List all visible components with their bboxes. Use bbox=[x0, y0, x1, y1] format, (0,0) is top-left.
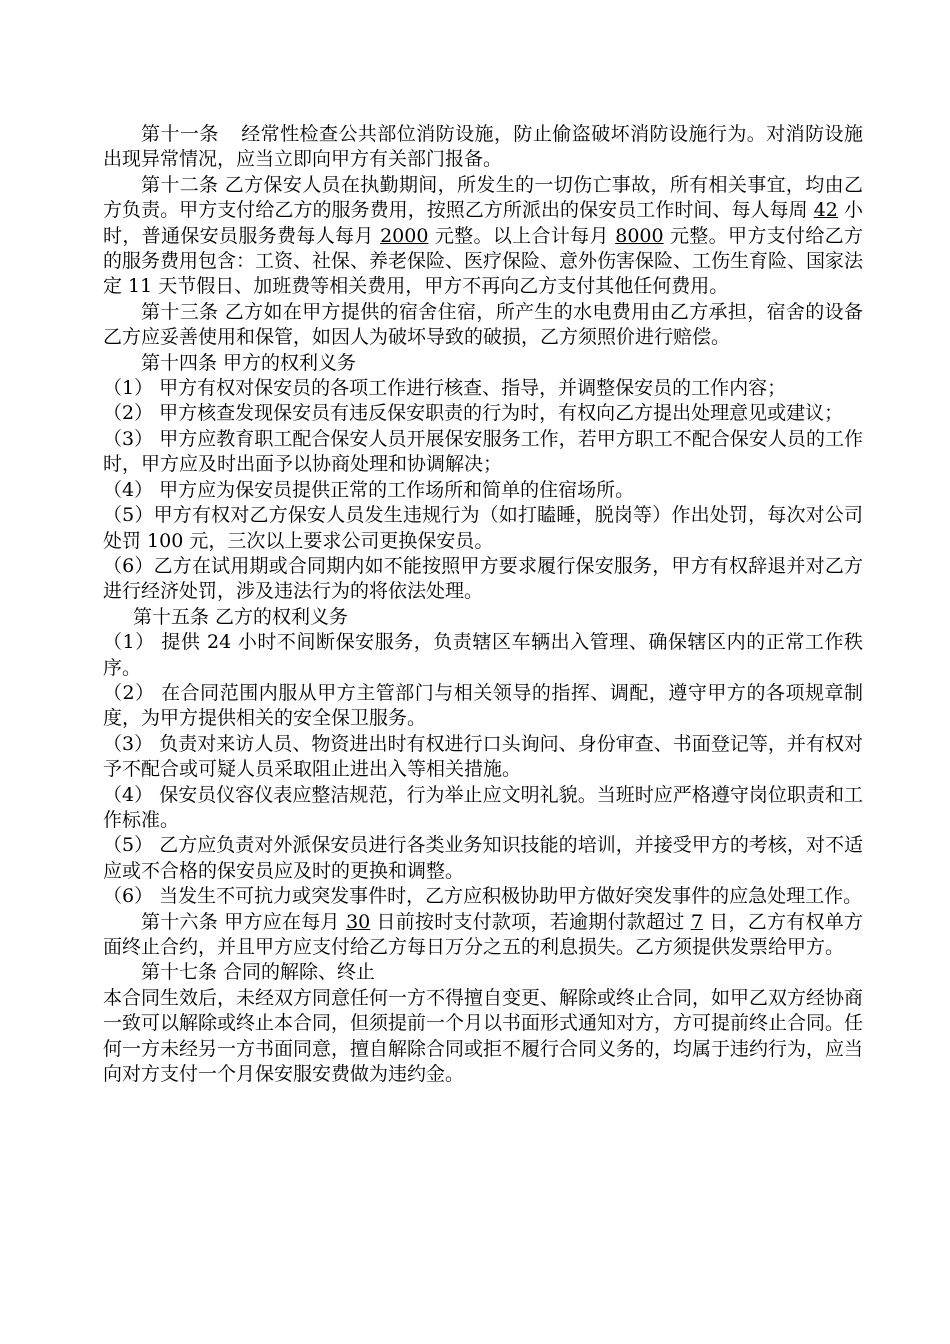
article-14-item: （1） 甲方有权对保安员的各项工作进行核查、指导，并调整保安员的工作内容； bbox=[103, 377, 787, 400]
article-16 bbox=[103, 910, 863, 961]
payment-day-value: 30 bbox=[346, 910, 371, 933]
overdue-days-value: 7 bbox=[690, 910, 703, 933]
article-15-item: （2） 在合同范围内服从甲方主管部门与相关领导的指挥、调配，遵守甲方的各项规章制度，为甲方提供相关的安全保卫服务。 bbox=[103, 681, 863, 730]
article-15-item: （6） 当发生不可抗力或突发事件时，乙方应积极协助甲方做好突发事件的应急处理工作。 bbox=[103, 885, 863, 908]
weekly-hours-value: 42 bbox=[813, 199, 838, 222]
article-12-heading: 第十二条 bbox=[141, 173, 219, 196]
article-17-text: 本合同生效后，未经双方同意任何一方不得擅自变更、解除或终止合同，如甲乙双方经协商一致可以解除或终止本合同，但须提前一个月以书面形式通知对方，方可提前终止合同。任何一方未经另一方书面同意，擅自解除合同或拒不履行合同义务的，均属于违约行为，应当向对方支付一个月保安服安费做为违约金。 bbox=[103, 986, 864, 1086]
article-11 bbox=[103, 122, 863, 173]
article-14-item: （5）甲方有权对乙方保安人员发生违规行为（如打瞌睡，脱岗等）作出处罚，每次对公司处罚 100 元，三次以上要求公司更换保安员。 bbox=[103, 504, 863, 552]
article-15-item: （4） 保安员仪容仪表应整洁规范，行为举止应文明礼貌。当班时应严格遵守岗位职责和工作标准。 bbox=[103, 783, 863, 831]
article-14-item: （3） 甲方应教育职工配合保安人员开展保安服务工作，若甲方职工不配合保安人员的工作时，甲方应及时出面予以协商处理和协调解决； bbox=[103, 427, 863, 476]
article-15-item: （3） 负责对来访人员、物资进出时有权进行口头询问、身份审查、书面登记等，并有权对予不配合或可疑人员采取阻止进出入等相关措施。 bbox=[103, 732, 863, 781]
article-15-item: （1） 提供 24 小时不间断保安服务，负责辖区车辆出入管理、确保辖区内的正常工作秩序。 bbox=[103, 631, 863, 679]
article-12-text-1: 乙方保安人员在执勤期间，所发生的一切伤亡事故，所有相关事宜，均由乙方负责。甲方支付给乙方的服务费用，按照乙方所派出的保安员工作时间、每人每周 bbox=[103, 173, 863, 222]
article-14-item: （2） 甲方核查发现保安员有违反保安职责的行为时，有权向乙方提出处理意见或建议； bbox=[103, 402, 844, 425]
article-17-heading: 第十七条 合同的解除、终止 bbox=[141, 961, 376, 984]
article-14-heading: 第十四条 甲方的权利义务 bbox=[141, 351, 357, 374]
article-12-text-3: 元整。以上合计每月 bbox=[428, 224, 616, 247]
article-14-item: （4） 甲方应为保安员提供正常的工作场所和简单的住宿场所。 bbox=[103, 478, 635, 501]
contract-body bbox=[103, 122, 863, 1087]
monthly-fee-value: 2000 bbox=[380, 224, 429, 247]
article-16-text-1: 第十六条 甲方应在每月 bbox=[141, 910, 347, 933]
article-15-item: （5） 乙方应负责对外派保安员进行各类业务知识技能的培训，并接受甲方的考核，对不适应或不合格的保安员应及时的更换和调整。 bbox=[103, 834, 863, 882]
article-15-heading: 第十五条 乙方的权利义务 bbox=[133, 605, 349, 628]
monthly-total-value: 8000 bbox=[615, 224, 664, 247]
article-14-item: （6）乙方在试用期或合同期内如不能按照甲方要求履行保安服务，甲方有权辞退并对乙方进行经济处罚，涉及违法行为的将依法处理。 bbox=[103, 554, 863, 603]
article-11-text: 经常性检查公共部位消防设施，防止偷盗破坏消防设施行为。对消防设施出现异常情况，应当立即向甲方有关部门报备。 bbox=[103, 123, 863, 171]
article-12-text-4: 元整。甲方支付给乙方的服务费用包含：工资、社保、养老保险、医疗保险、意外伤害保险、工伤生育险、国家法定 11 天节假日、加班费等相关费用，甲方不再向乙方支付其他任何费用。 bbox=[103, 224, 864, 298]
article-12 bbox=[103, 173, 863, 300]
article-11-heading: 第十一条 bbox=[141, 123, 219, 145]
article-12-text-2: 小时，普通保安员服务费每人每月 bbox=[103, 199, 863, 247]
article-16-text-2: 日前按时支付款项，若逾期付款超过 bbox=[370, 910, 691, 933]
article-13: 第十三条 乙方如在甲方提供的宿舍住宿，所产生的水电费用由乙方承担，宿舍的设备乙方应妥善使用和保管，如因人为破坏导致的破损，乙方须照价进行赔偿。 bbox=[103, 300, 863, 349]
article-16-text-3: 日，乙方有权单方面终止合约，并且甲方应支付给乙方每日万分之五的利息损失。乙方须提供发票给甲方。 bbox=[103, 910, 863, 958]
